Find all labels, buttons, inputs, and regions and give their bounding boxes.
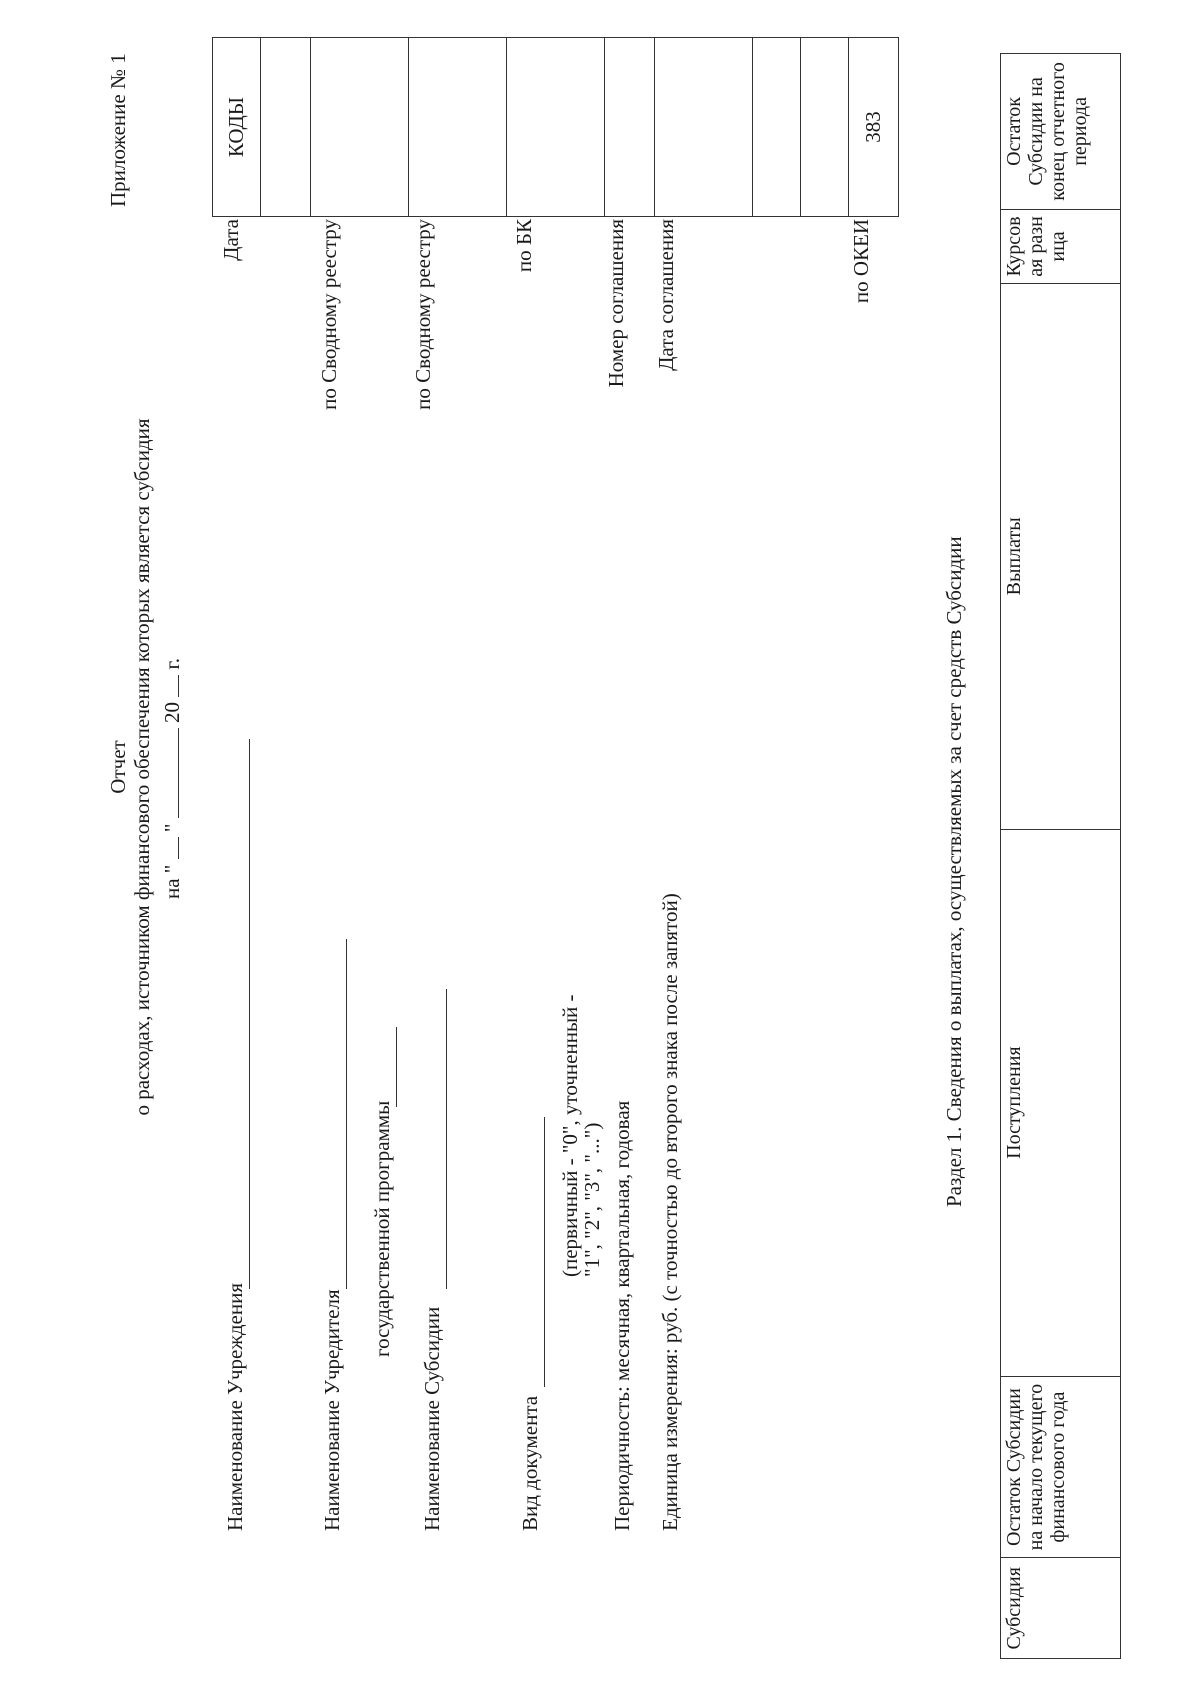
col-balance-start: Остаток Субсидии на начало текущего финансового года — [1001, 1376, 1121, 1558]
col-payments: Выплаты — [1001, 284, 1121, 829]
code-cell-bk[interactable] — [507, 38, 605, 217]
doc-type-hint-2: "1", "2", "3", "...") — [580, 1122, 604, 1277]
code-cell-date[interactable] — [261, 38, 311, 217]
doc-type-label: Вид документа — [518, 1395, 542, 1531]
report-date-line — [160, 658, 185, 899]
date-year-field[interactable] — [178, 675, 179, 697]
date-month-field[interactable] — [178, 728, 179, 818]
col-balance-end: Остаток Субсидии на конец отчетного периода — [1001, 54, 1121, 210]
code-cell-registry-2[interactable] — [409, 38, 507, 217]
report-subtitle: о расходах, источником финансового обеспечения которых является субсидия — [130, 418, 154, 1116]
code-label-agreement-date: Дата соглашения — [654, 219, 678, 371]
col-receipts: Поступления — [1001, 829, 1121, 1376]
code-label-bk: по БК — [512, 219, 536, 273]
code-label-okei: по ОКЕИ — [849, 219, 873, 304]
institution-label: Наименование Учреждения — [223, 1283, 247, 1531]
code-label-date: Дата — [219, 219, 243, 261]
program-label: государственной программы — [370, 1100, 394, 1357]
doc-type-field[interactable] — [544, 1117, 545, 1387]
subsidy-label: Наименование Субсидии — [420, 1306, 444, 1531]
date-prefix: на " — [160, 864, 184, 899]
founder-field[interactable] — [346, 939, 347, 1289]
section1-table — [1000, 53, 1121, 1659]
report-title: Отчет — [106, 740, 130, 794]
code-label-registry-2: по Сводному реестру — [411, 219, 435, 410]
code-cell-agreement-number[interactable] — [605, 38, 655, 217]
codes-header: КОДЫ — [213, 38, 261, 217]
date-sep: " — [160, 823, 184, 833]
code-cell-extra-2[interactable] — [801, 38, 849, 217]
appendix-label: Приложение № 1 — [106, 53, 130, 207]
date-year: 20 — [160, 702, 184, 724]
date-suffix: г. — [160, 658, 184, 670]
code-cell-registry-1[interactable] — [311, 38, 409, 217]
doc-type-hint-1: (первичный - "0", уточненный - — [558, 994, 582, 1277]
founder-label: Наименование Учредителя — [320, 1289, 344, 1531]
code-cell-extra-1[interactable] — [753, 38, 801, 217]
subsidy-field[interactable] — [446, 989, 447, 1289]
code-label-agreement-number: Номер соглашения — [604, 219, 628, 388]
code-cell-okei[interactable]: 383 — [849, 38, 899, 217]
col-exchange-diff: Курсовая разница — [1001, 209, 1121, 283]
program-field[interactable] — [396, 1027, 397, 1107]
unit-label: Единица измерения: руб. (с точностью до второго знака после запятой) — [658, 893, 682, 1531]
col-subsidy: Субсидия — [1001, 1558, 1121, 1659]
section1-title: Раздел 1. Сведения о выплатах, осуществляемых за счет средств Субсидии — [942, 536, 966, 1207]
code-label-registry-1: по Сводному реестру — [317, 219, 341, 410]
date-day-field[interactable] — [178, 837, 179, 859]
periodicity-label: Периодичность: месячная, квартальная, годовая — [610, 1100, 634, 1531]
code-cell-agreement-date[interactable] — [655, 38, 753, 217]
codes-table — [212, 37, 899, 217]
institution-field[interactable] — [249, 739, 250, 1289]
